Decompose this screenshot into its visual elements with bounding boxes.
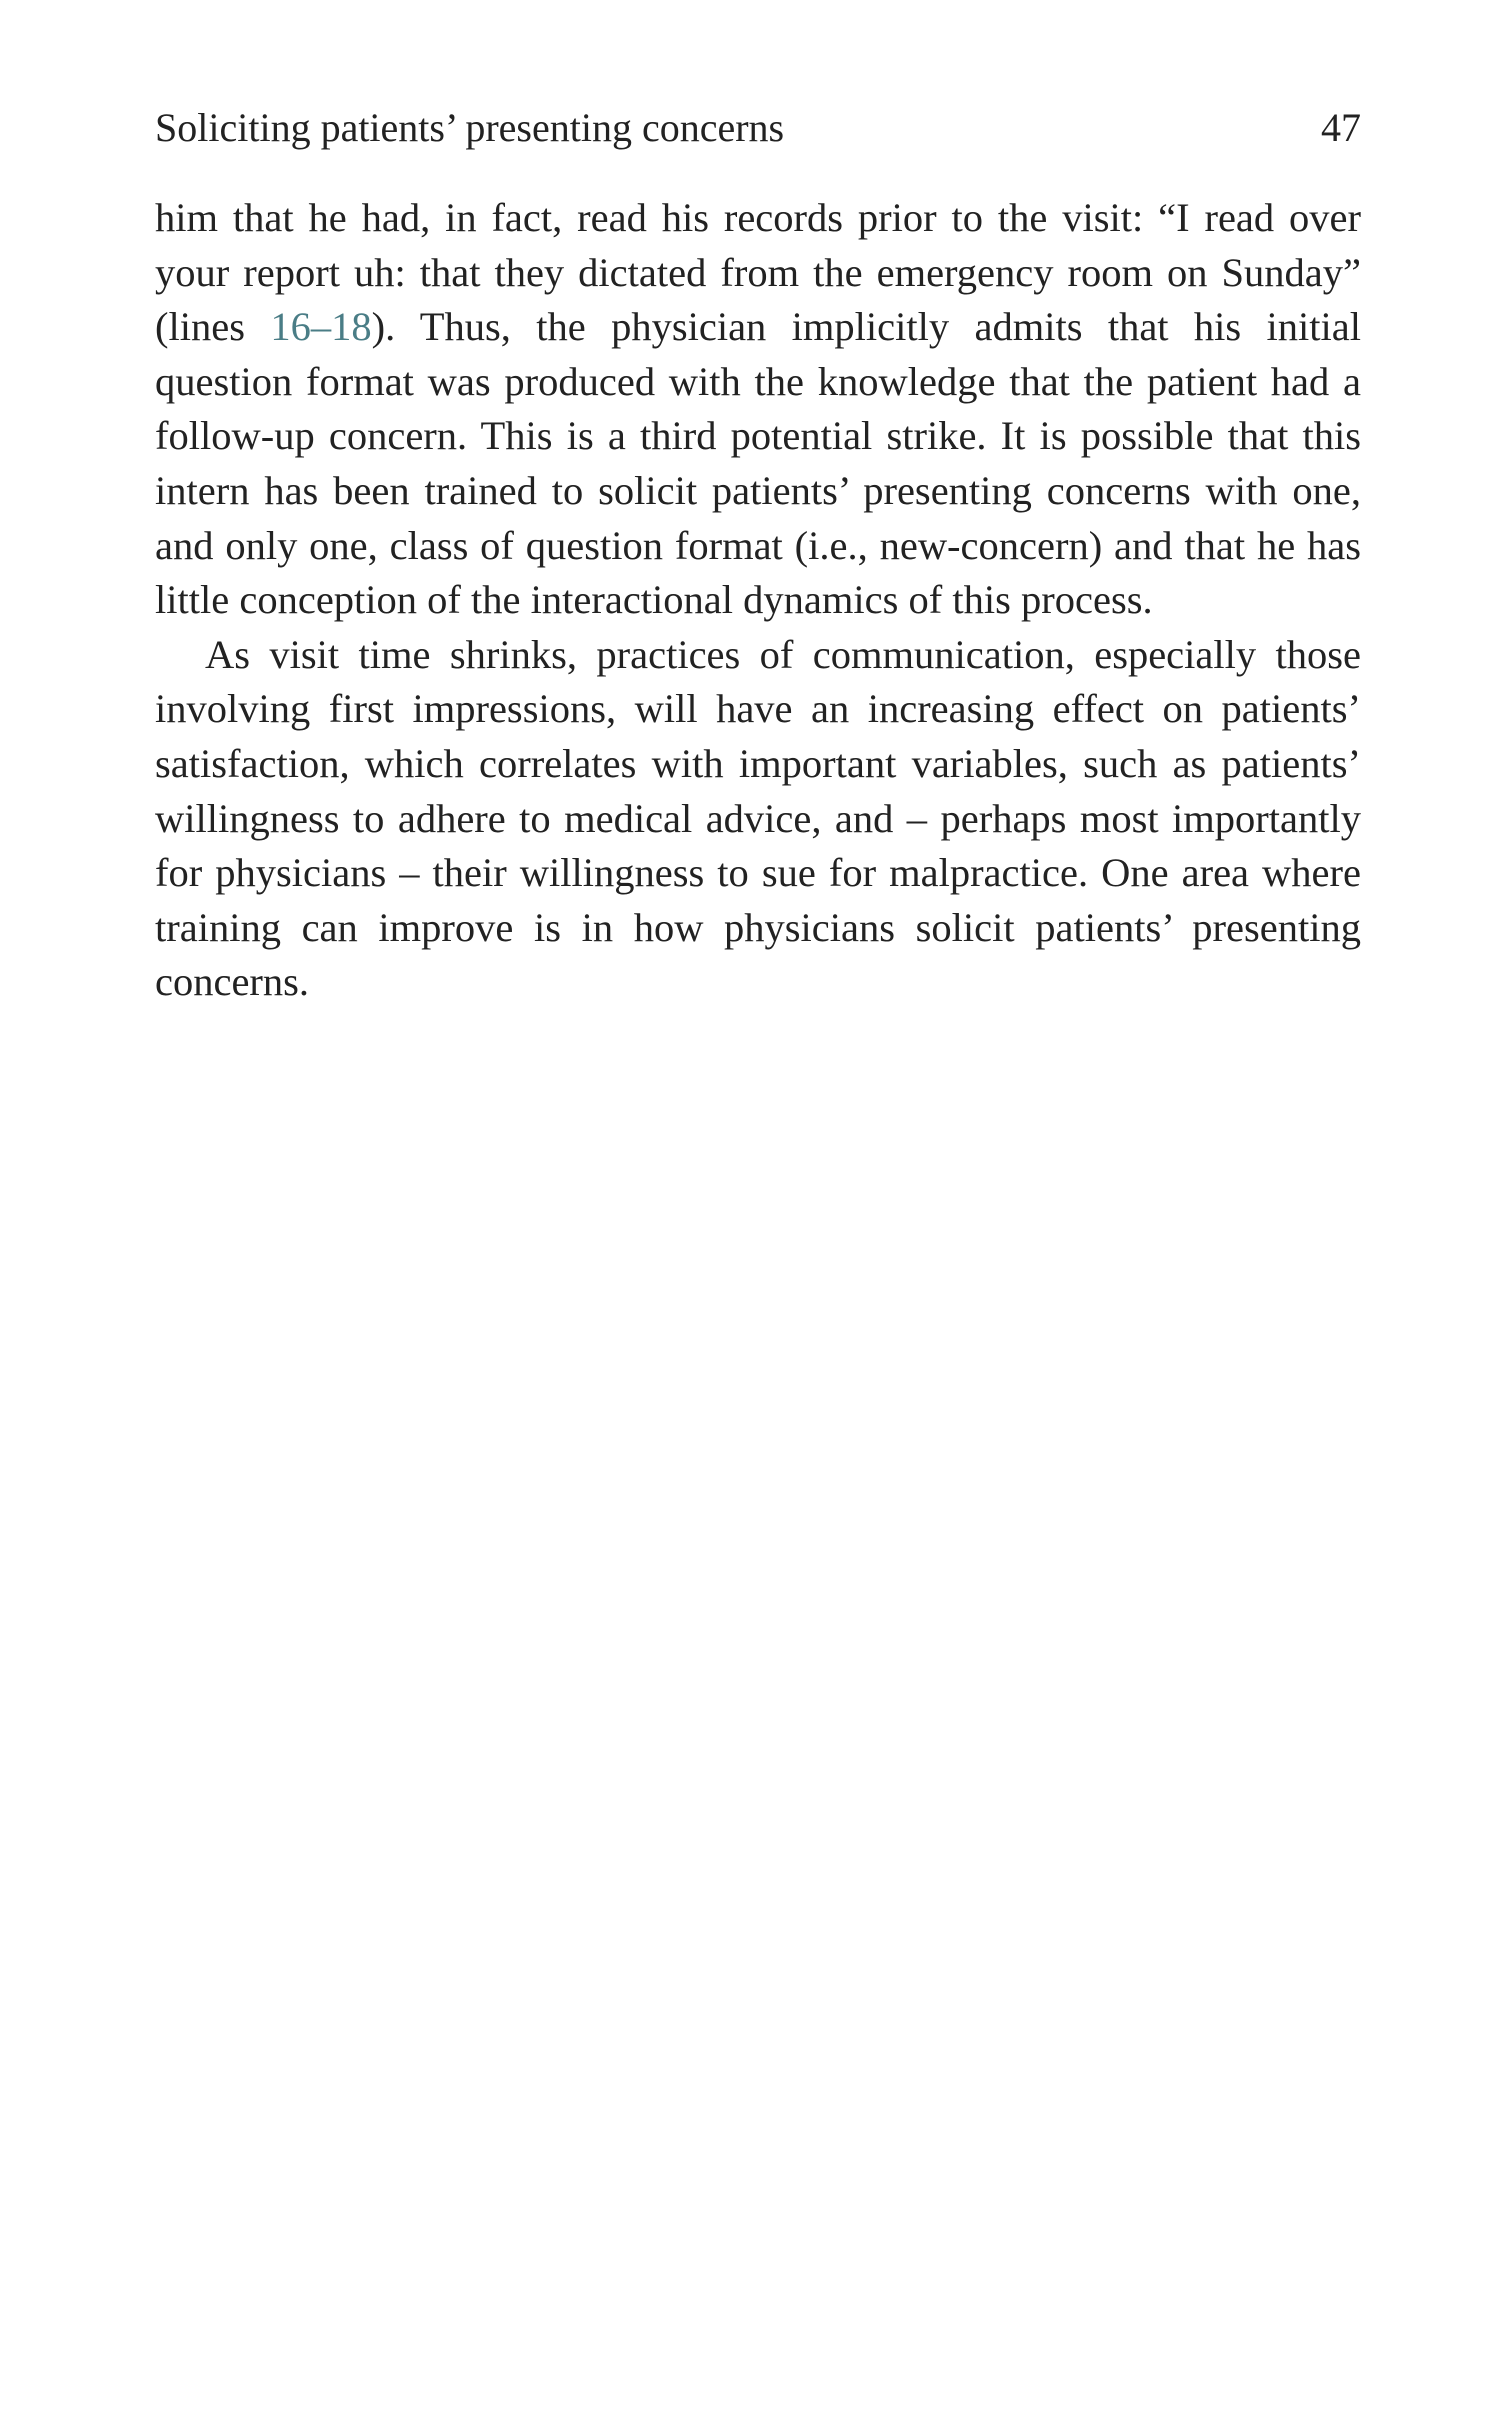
running-head-title: Soliciting patients’ presenting concerns xyxy=(155,105,785,150)
paragraph: As visit time shrinks, practices of communication, especially those involving first impressions, will have an increasing effect on patients’ satisfaction, which correlates with important variables, such as patients’ willingness to adhere to medical advice, and – perhaps most importantly for physicians – their willingness to sue for malpractice. One area where training can improve is in how physicians solicit patients’ presenting concerns. xyxy=(155,631,1361,1005)
paragraph-text: him that he had, in fact, read his records prior to the visit: “I read over your report uh: that they dictated from the emergency room on Sunday” (lines xyxy=(155,195,1361,350)
page-number: 47 xyxy=(1321,105,1361,150)
line-reference-link[interactable]: 16–18 xyxy=(270,304,372,350)
paragraph-continued xyxy=(155,191,1361,628)
body-text xyxy=(155,191,1361,1010)
running-head xyxy=(155,98,1361,158)
paragraph-text: ). Thus, the physician implicitly admits that his initial question format was produced with the knowledge that the patient had a follow-up concern. This is a third potential strike. It is possible that this intern has been trained to solicit patients’ presenting concerns with one, and only one, class of question format (i.e., new-concern) and that he has little conception of the interactional dynamics of this process. xyxy=(155,304,1361,623)
